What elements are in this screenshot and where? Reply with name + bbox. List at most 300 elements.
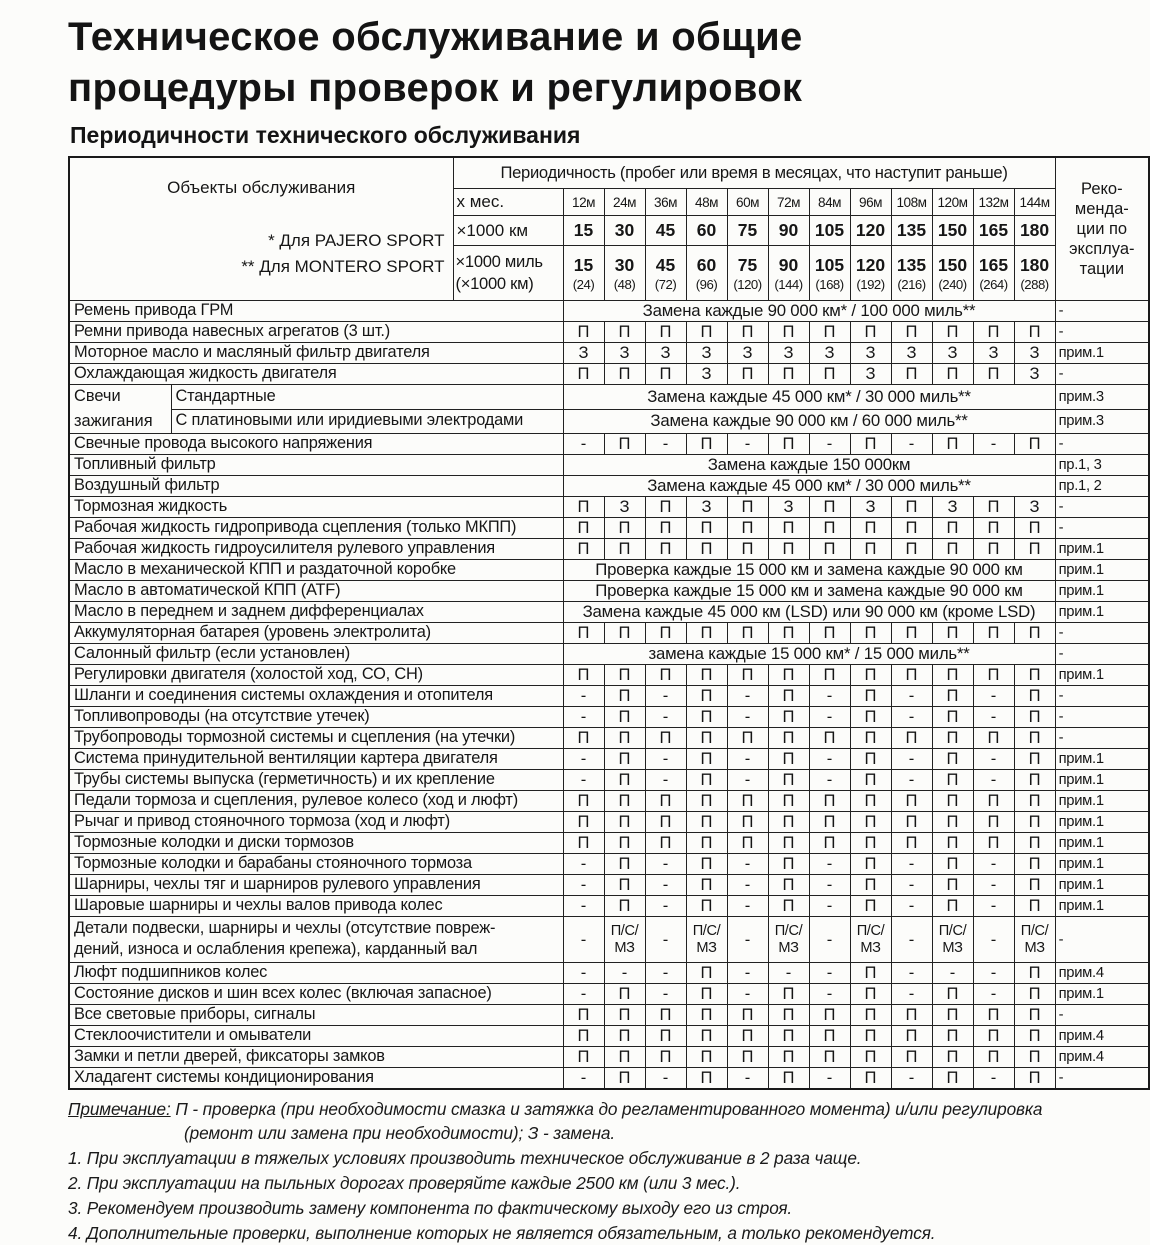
month-column-header: 144м <box>1014 189 1055 216</box>
schedule-cell: - <box>727 749 768 770</box>
recommendation-cell: - <box>1055 434 1149 455</box>
table-row <box>69 301 1149 322</box>
schedule-cell: П/С/ МЗ <box>850 917 891 963</box>
recommendation-cell: прим.1 <box>1055 581 1149 602</box>
schedule-cell: П <box>850 707 891 728</box>
schedule-cell: П <box>891 1005 932 1026</box>
miles-value: 15 <box>573 254 594 275</box>
schedule-cell: - <box>645 770 686 791</box>
row-label-line1: Ремни привода навесных агрегатов (3 шт.) <box>74 322 390 340</box>
schedule-cell: З <box>1014 497 1055 518</box>
month-column-header: 36м <box>645 189 686 216</box>
schedule-cell: П <box>932 749 973 770</box>
schedule-cell: П <box>891 322 932 343</box>
schedule-cell: П <box>1014 770 1055 791</box>
month-column-header: 12м <box>563 189 604 216</box>
row-label-line1: Тормозные колодки и барабаны стояночного тормоза <box>74 854 472 872</box>
row-label-line1: Ремень привода ГРМ <box>74 301 234 319</box>
recommendation-cell: - <box>1055 728 1149 749</box>
legend-text-continued: (ремонт или замена при необходимости); З - замена. <box>184 1123 616 1143</box>
schedule-cell: П <box>809 623 850 644</box>
row-label <box>69 686 563 707</box>
miles-value: 60 <box>696 254 717 275</box>
schedule-cell: - <box>727 896 768 917</box>
schedule-cell: З <box>768 497 809 518</box>
miles-value-cell <box>850 246 891 301</box>
schedule-cell: - <box>973 686 1014 707</box>
schedule-cell: П <box>850 518 891 539</box>
schedule-cell: - <box>973 875 1014 896</box>
schedule-cell: П <box>604 623 645 644</box>
schedule-cell: П <box>1014 963 1055 984</box>
schedule-cell: П <box>850 1068 891 1090</box>
recommendation-cell: прим.3 <box>1055 385 1149 410</box>
schedule-cell: П <box>768 518 809 539</box>
schedule-cell: П <box>727 833 768 854</box>
schedule-cell: - <box>809 875 850 896</box>
schedule-cell: З <box>850 343 891 364</box>
schedule-cell: П <box>604 1005 645 1026</box>
row-label-line1: Моторное масло и масляный фильтр двигателя <box>74 343 430 361</box>
table-row <box>69 602 1149 623</box>
table-row <box>69 665 1149 686</box>
recommendation-cell: - <box>1055 497 1149 518</box>
schedule-cell: П <box>1014 984 1055 1005</box>
schedule-cell: П <box>686 728 727 749</box>
schedule-cell: - <box>809 707 850 728</box>
row-label <box>69 854 563 875</box>
schedule-cell: П <box>932 707 973 728</box>
schedule-cell: П <box>809 497 850 518</box>
months-unit-label: х мес. <box>453 189 563 216</box>
page-title <box>68 12 1148 114</box>
schedule-cell: П <box>604 875 645 896</box>
schedule-cell: - <box>563 917 604 963</box>
month-column-header: 48м <box>686 189 727 216</box>
rec-header-line: Реко- <box>1081 180 1123 198</box>
schedule-cell: П <box>768 984 809 1005</box>
schedule-cell: П <box>850 791 891 812</box>
schedule-cell: П <box>604 833 645 854</box>
schedule-cell: П <box>604 322 645 343</box>
schedule-cell: П <box>604 518 645 539</box>
schedule-cell: З <box>932 497 973 518</box>
schedule-cell: - <box>645 854 686 875</box>
miles-km-equivalent: (48) <box>613 276 636 292</box>
recommendation-cell: прим.1 <box>1055 770 1149 791</box>
schedule-cell: П <box>809 665 850 686</box>
schedule-cell: П <box>686 770 727 791</box>
schedule-cell: П <box>1014 707 1055 728</box>
schedule-cell: П <box>809 364 850 385</box>
footnote-1: 1. При эксплуатации в тяжелых условиях производить техническое обслуживание в 2 раза чаще. <box>68 1148 862 1168</box>
schedule-cell: П/С/ МЗ <box>686 917 727 963</box>
row-label-line1: Хладагент системы кондиционирования <box>74 1068 374 1086</box>
recommendation-cell: прим.1 <box>1055 812 1149 833</box>
schedule-cell: - <box>727 770 768 791</box>
row-label <box>69 476 563 497</box>
schedule-cell: П <box>891 665 932 686</box>
schedule-cell: П <box>973 812 1014 833</box>
schedule-cell: П <box>973 539 1014 560</box>
schedule-cell: П <box>809 833 850 854</box>
schedule-cell: П <box>932 686 973 707</box>
table-row <box>69 434 1149 455</box>
schedule-cell: П <box>850 686 891 707</box>
schedule-cell: З <box>686 343 727 364</box>
recommendation-cell: - <box>1055 707 1149 728</box>
legend-text: П - проверка (при необходимости смазка и затяжка до регламентированного момента) и/или регулировка <box>170 1099 1043 1119</box>
schedule-cell: - <box>891 686 932 707</box>
recommendation-cell: прим.1 <box>1055 833 1149 854</box>
schedule-cell: П <box>932 364 973 385</box>
schedule-cell: П <box>727 1026 768 1047</box>
schedule-cell: П <box>891 728 932 749</box>
schedule-cell: П <box>604 1026 645 1047</box>
schedule-cell: П <box>768 770 809 791</box>
interval-span-cell: Замена каждые 45 000 км* / 30 000 миль** <box>563 476 1055 497</box>
schedule-cell: П <box>727 322 768 343</box>
row-label <box>69 322 563 343</box>
row-label <box>69 1068 563 1090</box>
row-label <box>69 539 563 560</box>
schedule-cell: П/С/ МЗ <box>768 917 809 963</box>
schedule-cell: П <box>932 833 973 854</box>
miles-value-cell <box>686 246 727 301</box>
km-value-cell: 135 <box>891 216 932 246</box>
row-label-line1: Тормозная жидкость <box>74 497 228 515</box>
schedule-cell: З <box>768 343 809 364</box>
recommendation-cell: прим.4 <box>1055 1026 1149 1047</box>
schedule-cell: П <box>1014 728 1055 749</box>
schedule-cell: П <box>768 364 809 385</box>
schedule-cell: П <box>1014 749 1055 770</box>
schedule-cell: - <box>973 854 1014 875</box>
schedule-cell: П <box>932 1026 973 1047</box>
table-row <box>69 322 1149 343</box>
schedule-cell: П <box>973 791 1014 812</box>
miles-unit-line1: ×1000 миль <box>455 252 543 271</box>
schedule-cell: П <box>973 364 1014 385</box>
schedule-cell: П <box>645 791 686 812</box>
schedule-cell: З <box>604 497 645 518</box>
schedule-cell: П <box>645 665 686 686</box>
table-row <box>69 539 1149 560</box>
interval-span-cell: Замена каждые 90 000 км / 60 000 миль** <box>563 409 1055 434</box>
row-group-label-line1: Свечи <box>74 387 121 405</box>
schedule-cell: - <box>645 707 686 728</box>
recommendation-cell: - <box>1055 364 1149 385</box>
schedule-cell: П <box>973 1047 1014 1068</box>
row-label-line1: Шаровые шарниры и чехлы валов привода колес <box>74 896 443 914</box>
miles-value: 75 <box>737 254 758 275</box>
row-label <box>69 497 563 518</box>
schedule-cell: - <box>604 963 645 984</box>
recommendation-cell: прим.1 <box>1055 791 1149 812</box>
schedule-cell: - <box>563 984 604 1005</box>
table-row <box>69 644 1149 665</box>
table-row <box>69 581 1149 602</box>
schedule-cell: П <box>604 749 645 770</box>
schedule-cell: П <box>686 665 727 686</box>
schedule-cell: - <box>891 749 932 770</box>
row-label-line1: Система принудительной вентиляции картера двигателя <box>74 749 498 767</box>
table-row <box>69 343 1149 364</box>
schedule-cell: - <box>973 896 1014 917</box>
schedule-cell: П <box>768 623 809 644</box>
schedule-cell: П <box>563 791 604 812</box>
miles-value-cell <box>563 246 604 301</box>
schedule-cell: П <box>686 1047 727 1068</box>
schedule-cell: П <box>1014 896 1055 917</box>
schedule-cell: П/С/ МЗ <box>1014 917 1055 963</box>
schedule-cell: П <box>686 434 727 455</box>
schedule-cell: П <box>850 770 891 791</box>
schedule-cell: П <box>850 854 891 875</box>
title-line-1: Техническое обслуживание и общие <box>68 15 803 59</box>
schedule-cell: - <box>809 963 850 984</box>
schedule-cell: П <box>686 749 727 770</box>
miles-value-cell <box>1014 246 1055 301</box>
month-column-header: 60м <box>727 189 768 216</box>
row-label <box>69 749 563 770</box>
row-label-line1: Рычаг и привод стояночного тормоза (ход и люфт) <box>74 812 451 830</box>
legend-note <box>68 1097 1148 1145</box>
schedule-cell: - <box>809 686 850 707</box>
rec-header-line: эксплуа- <box>1069 240 1135 258</box>
miles-value: 120 <box>855 254 886 275</box>
schedule-cell: - <box>727 875 768 896</box>
km-value-cell: 165 <box>973 216 1014 246</box>
schedule-cell: - <box>891 1068 932 1090</box>
schedule-cell: П <box>850 1047 891 1068</box>
schedule-cell: П <box>891 518 932 539</box>
km-value-cell: 180 <box>1014 216 1055 246</box>
row-label <box>69 1047 563 1068</box>
schedule-cell: - <box>645 963 686 984</box>
schedule-cell: П <box>686 623 727 644</box>
schedule-cell: П <box>727 539 768 560</box>
schedule-cell: П <box>645 1026 686 1047</box>
schedule-cell: П <box>686 686 727 707</box>
row-label-line1: Аккумуляторная батарея (уровень электролита) <box>74 623 431 641</box>
schedule-cell: П <box>645 518 686 539</box>
schedule-cell: П <box>768 833 809 854</box>
schedule-cell: П <box>809 812 850 833</box>
recommendation-cell: прим.1 <box>1055 896 1149 917</box>
schedule-cell: П <box>932 539 973 560</box>
schedule-cell: З <box>645 343 686 364</box>
rec-header-line: тации <box>1079 260 1125 278</box>
row-label <box>69 812 563 833</box>
schedule-cell: - <box>563 854 604 875</box>
schedule-cell: П <box>768 728 809 749</box>
miles-value-cell <box>932 246 973 301</box>
schedule-cell: П <box>850 623 891 644</box>
row-label-line1: Топливный фильтр <box>74 455 216 473</box>
recommendation-cell: - <box>1055 644 1149 665</box>
schedule-cell: З <box>932 343 973 364</box>
recommendation-cell: пр.1, 3 <box>1055 455 1149 476</box>
periodicity-header-label: Периодичность (пробег или время в месяцах, что наступит раньше) <box>453 157 1055 189</box>
schedule-cell: П <box>645 1005 686 1026</box>
row-label-line2: дений, износа и ослабления крепежа), карданный вал <box>74 940 478 958</box>
schedule-cell: П <box>645 497 686 518</box>
rec-header-line: ции по <box>1076 220 1128 238</box>
schedule-cell: П <box>563 728 604 749</box>
schedule-cell: П <box>850 539 891 560</box>
table-row <box>69 686 1149 707</box>
schedule-cell: З <box>686 364 727 385</box>
schedule-cell: - <box>563 875 604 896</box>
table-row <box>69 1026 1149 1047</box>
row-label-line1: Трубы системы выпуска (герметичность) и их крепление <box>74 770 495 788</box>
schedule-cell: П <box>932 791 973 812</box>
row-label <box>69 791 563 812</box>
schedule-cell: П <box>1014 623 1055 644</box>
schedule-cell: П <box>604 1068 645 1090</box>
schedule-cell: З <box>1014 364 1055 385</box>
schedule-cell: - <box>809 984 850 1005</box>
km-value-cell: 90 <box>768 216 809 246</box>
schedule-cell: П <box>727 728 768 749</box>
row-label-line1: Тормозные колодки и диски тормозов <box>74 833 354 851</box>
schedule-cell: П <box>809 728 850 749</box>
schedule-cell: П <box>563 518 604 539</box>
schedule-cell: П <box>727 364 768 385</box>
miles-value: 105 <box>814 254 845 275</box>
recommendation-cell: прим.1 <box>1055 984 1149 1005</box>
table-row <box>69 518 1149 539</box>
schedule-cell: - <box>973 770 1014 791</box>
footnote-2: 2. При эксплуатации на пыльных дорогах проверяйте каждые 2500 км (или 3 мес.). <box>68 1173 741 1193</box>
schedule-cell: - <box>645 686 686 707</box>
miles-unit-label <box>453 246 563 301</box>
row-label-line1: Охлаждающая жидкость двигателя <box>74 364 337 382</box>
row-label <box>69 896 563 917</box>
recommendation-cell: прим.4 <box>1055 963 1149 984</box>
schedule-cell: П/С/ МЗ <box>932 917 973 963</box>
miles-km-equivalent: (264) <box>979 276 1008 292</box>
schedule-cell: П <box>686 812 727 833</box>
table-row <box>69 385 1149 410</box>
schedule-cell: П <box>1014 1068 1055 1090</box>
recommendation-cell: прим.1 <box>1055 854 1149 875</box>
month-column-header: 84м <box>809 189 850 216</box>
table-row <box>69 791 1149 812</box>
schedule-cell: П <box>686 322 727 343</box>
miles-value: 30 <box>614 254 635 275</box>
schedule-cell: П <box>563 1005 604 1026</box>
schedule-cell: П <box>850 434 891 455</box>
row-label <box>69 1026 563 1047</box>
schedule-cell: П <box>686 896 727 917</box>
schedule-cell: П <box>891 812 932 833</box>
miles-value-cell <box>891 246 932 301</box>
interval-span-cell: Замена каждые 45 000 км (LSD) или 90 000 км (кроме LSD) <box>563 602 1055 623</box>
schedule-cell: П <box>768 539 809 560</box>
schedule-cell: З <box>850 497 891 518</box>
rec-header-line: менда- <box>1074 200 1129 218</box>
schedule-cell: П <box>809 1047 850 1068</box>
table-row <box>69 854 1149 875</box>
schedule-cell: - <box>563 434 604 455</box>
schedule-cell: - <box>645 434 686 455</box>
row-label <box>69 518 563 539</box>
section-subtitle: Периодичности технического обслуживания <box>70 122 581 148</box>
row-label <box>69 623 563 644</box>
row-label: Стандартные <box>171 385 563 410</box>
schedule-cell: П <box>1014 812 1055 833</box>
schedule-cell: П <box>768 686 809 707</box>
schedule-cell: П <box>645 364 686 385</box>
row-group-label-line2: зажигания <box>74 412 153 430</box>
schedule-cell: П <box>809 791 850 812</box>
month-column-header: 24м <box>604 189 645 216</box>
km-value-cell: 105 <box>809 216 850 246</box>
row-label <box>69 301 563 322</box>
schedule-cell: - <box>645 984 686 1005</box>
schedule-cell: П <box>932 1068 973 1090</box>
recommendation-cell: прим.1 <box>1055 665 1149 686</box>
miles-km-equivalent: (72) <box>654 276 677 292</box>
row-label <box>69 984 563 1005</box>
schedule-cell: П <box>850 728 891 749</box>
table-row <box>69 917 1149 963</box>
schedule-cell: - <box>973 749 1014 770</box>
schedule-cell: - <box>809 1068 850 1090</box>
row-label-line1: Масло в переднем и заднем дифференциалах <box>74 602 424 620</box>
schedule-cell: - <box>891 896 932 917</box>
row-label-line1: Регулировки двигателя (холостой ход, СО, СН) <box>74 665 423 683</box>
table-row <box>69 1005 1149 1026</box>
recommendation-cell: - <box>1055 686 1149 707</box>
schedule-cell: - <box>645 896 686 917</box>
miles-value: 180 <box>1019 254 1050 275</box>
table-row <box>69 455 1149 476</box>
schedule-cell: П <box>563 1047 604 1068</box>
recommendation-cell: прим.3 <box>1055 409 1149 434</box>
schedule-cell: П/С/ МЗ <box>604 917 645 963</box>
interval-span-cell: Замена каждые 90 000 км* / 100 000 миль** <box>563 301 1055 322</box>
schedule-cell: П <box>850 963 891 984</box>
schedule-cell: - <box>645 917 686 963</box>
km-value-cell: 120 <box>850 216 891 246</box>
schedule-cell: П <box>686 875 727 896</box>
schedule-cell: - <box>727 707 768 728</box>
montero-note: ** Для MONTERO SPORT <box>241 257 445 276</box>
row-label-line1: Люфт подшипников колес <box>74 963 268 981</box>
schedule-cell: П <box>932 1047 973 1068</box>
row-label-line1: Все световые приборы, сигналы <box>74 1005 316 1023</box>
schedule-cell: - <box>891 984 932 1005</box>
table-row <box>69 707 1149 728</box>
miles-value-cell <box>768 246 809 301</box>
schedule-cell: П <box>563 1026 604 1047</box>
row-label-line1: Шарниры, чехлы тяг и шарниров рулевого управления <box>74 875 481 893</box>
schedule-cell: П <box>850 322 891 343</box>
row-label-line1: Рабочая жидкость гидроусилителя рулевого управления <box>74 539 495 557</box>
schedule-cell: - <box>645 875 686 896</box>
schedule-cell: П <box>850 749 891 770</box>
row-label <box>69 581 563 602</box>
schedule-cell: П <box>1014 854 1055 875</box>
schedule-cell: П <box>768 322 809 343</box>
schedule-cell: - <box>563 749 604 770</box>
recommendation-cell: прим.1 <box>1055 749 1149 770</box>
recommendations-header <box>1055 157 1149 301</box>
schedule-cell: П <box>973 623 1014 644</box>
